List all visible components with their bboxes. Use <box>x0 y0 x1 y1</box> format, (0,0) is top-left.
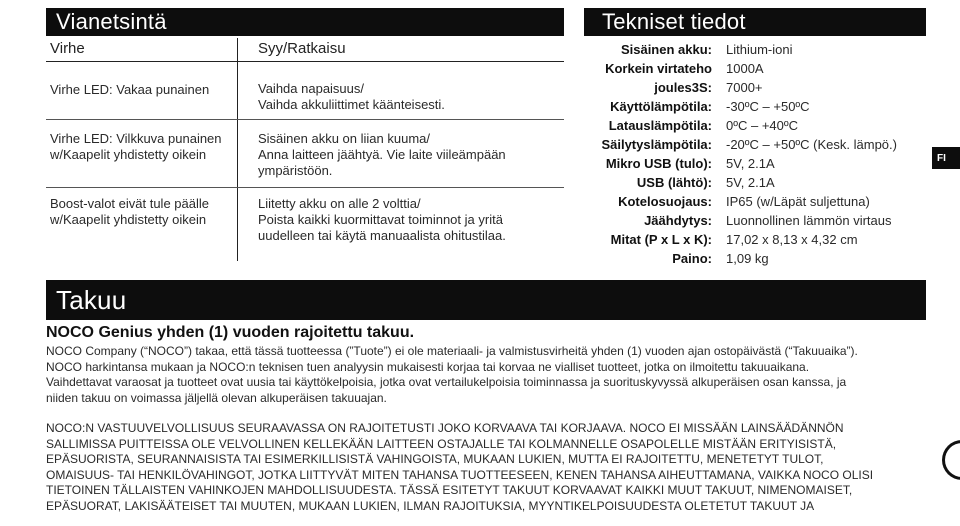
page-curl-icon <box>942 440 960 480</box>
table-column-divider <box>237 38 238 261</box>
spec-label: Säilytyslämpötila: <box>601 137 712 152</box>
spec-value: 5V, 2.1A <box>726 156 775 171</box>
spec-row <box>584 40 926 59</box>
spec-value: 17,02 x 8,13 x 4,32 cm <box>726 232 858 247</box>
spec-label: Käyttölämpötila: <box>610 99 712 114</box>
spec-label: Paino: <box>672 251 712 266</box>
spec-value: 0ºC – +40ºC <box>726 118 799 133</box>
warranty-paragraph: NOCO Company (“NOCO”) takaa, että tässä tuotteessa (”Tuote”) ei ole materiaali- ja valmistusvirheitä yhden (1) vuoden ajan ostopäivästä (“Takuuaika”). NOCO harkintansa mukaan ja NOCO:n teknisen tuen analyysin mukaisesti korjaa tai korvaa ne vialliset tuotteet, jotka on ilmoitettu takuuaikana. Vaihdettavat varaosat ja tuotteet ovat uusia tai käyttökelpoisia, jotka ovat vertailukelpoisia toiminnassa ja suorituskyvyssä alkuperäisen osan kanssa, ja niiden takuu on voimassa jäljellä olevan alkuperäisen takuuajan. <box>46 344 858 405</box>
spec-value: 5V, 2.1A <box>726 175 775 190</box>
spec-label: Mitat (P x L x K): <box>610 232 712 247</box>
spec-row <box>584 97 926 116</box>
troubleshooting-title-bar <box>46 8 564 36</box>
spec-row <box>584 173 926 192</box>
table-cell-fault-3: Boost-valot eivät tule päälle w/Kaapelit yhdistetty oikein <box>50 196 209 227</box>
spec-label: Korkein virtateho <box>605 61 712 76</box>
table-row-divider <box>46 119 564 120</box>
spec-label: Sisäinen akku: <box>620 42 712 57</box>
spec-value: Luonnollinen lämmön virtaus <box>726 213 892 228</box>
spec-value: Lithium-ioni <box>726 42 793 57</box>
table-cell-fault-1: Virhe LED: Vakaa punainen <box>50 82 210 97</box>
spec-label: Mikro USB (tulo): <box>605 156 712 171</box>
table-cell-cause-3: Liitetty akku on alle 2 volttia/ Poista kaikki kuormittavat toiminnot ja yritä uudelleen tai käytä manuaalista ohitustilaa. <box>258 196 506 243</box>
spec-row <box>584 78 926 97</box>
spec-label: joules3S: <box>654 80 712 95</box>
table-header-rule <box>46 61 564 62</box>
troubleshooting-title: Vianetsintä <box>56 9 167 34</box>
spec-value: -30ºC – +50ºC <box>726 99 810 114</box>
spec-label: Kotelosuojaus: <box>618 194 712 209</box>
table-cell-cause-1: Vaihda napaisuus/ Vaihda akkuliittimet käänteisesti. <box>258 81 445 112</box>
warranty-heading: NOCO Genius yhden (1) vuoden rajoitettu takuu. <box>46 324 415 341</box>
language-tab-label: FI <box>937 152 946 164</box>
language-tab <box>932 147 960 169</box>
warranty-title-bar <box>46 280 926 320</box>
table-row-divider <box>46 187 564 188</box>
spec-row <box>584 192 926 211</box>
spec-label: Latauslämpötila: <box>608 118 712 133</box>
spec-row <box>584 249 926 268</box>
spec-value: -20ºC – +50ºC (Kesk. lämpö.) <box>726 137 897 152</box>
spec-label: USB (lähtö): <box>636 175 712 190</box>
warranty-title: Takuu <box>56 284 127 315</box>
spec-row <box>584 211 926 230</box>
specs-title: Tekniset tiedot <box>602 9 746 34</box>
column-header-cause: Syy/Ratkaisu <box>258 40 346 57</box>
table-cell-fault-2: Virhe LED: Vilkkuva punainen w/Kaapelit yhdistetty oikein <box>50 131 222 162</box>
spec-row <box>584 135 926 154</box>
column-header-fault: Virhe <box>50 40 85 57</box>
spec-label: Jäähdytys: <box>644 213 712 228</box>
warranty-legal-paragraph: NOCO:N VASTUUVELVOLLISUUS SEURAAVASSA ON RAJOITETUSTI JOKO KORVAAVA TAI KORJAAVA. NOCO EI MISSÄÄN LAINSÄÄDÄNNÖN SALLIMISSA PUITTEISSA OLE VELVOLLINEN KELLEKÄÄN LAITTEEN OSTAJALLE TAI KOLMANNELLE OSAPOLELLE MISTÄÄN ERITYISISTÄ, EPÄSUORISTA, SEURANNAISISTA TAI ESIMERKILLISISTÄ VAHINGOISTA, MUKAAN LUKIEN, MUTTA EI RAJOITETTU, MENETETYT TULOT, OMAISUUS- TAI HENKILÖVAHINGOT, JOTKA LIITTYVÄT MITEN TAHANSA TUOTTEESEEN, KENEN TAHANSA AIHEUTTAMANA, VAIKKA NOCO OLISI TIETOINEN TÄLLAISTEN VAHINKOJEN MAHDOLLISUUDESTA. TÄSSÄ ESITETYT TAKUUT KORVAAVAT KAIKKI MUUT TAKUUT, NIMENOMAISET, EPÄSUORAT, LAKISÄÄTEISET TAI MUUTEN, MUKAAN LUKIEN, ILMAN RAJOITUKSIA, MYYNTIKELPOISUUDESTA OLETETUT TAKUUT JA <box>46 421 874 513</box>
spec-value: 7000+ <box>726 80 763 95</box>
spec-value: IP65 (w/Läpät suljettuna) <box>726 194 870 209</box>
spec-value: 1000A <box>726 61 764 76</box>
spec-row <box>584 116 926 135</box>
specs-title-bar <box>584 8 926 36</box>
spec-row <box>584 154 926 173</box>
spec-row <box>584 59 926 78</box>
spec-row <box>584 230 926 249</box>
spec-value: 1,09 kg <box>726 251 769 266</box>
table-cell-cause-2: Sisäinen akku on liian kuuma/ Anna laitteen jäähtyä. Vie laite viileämpään ympäristöön. <box>258 131 506 178</box>
